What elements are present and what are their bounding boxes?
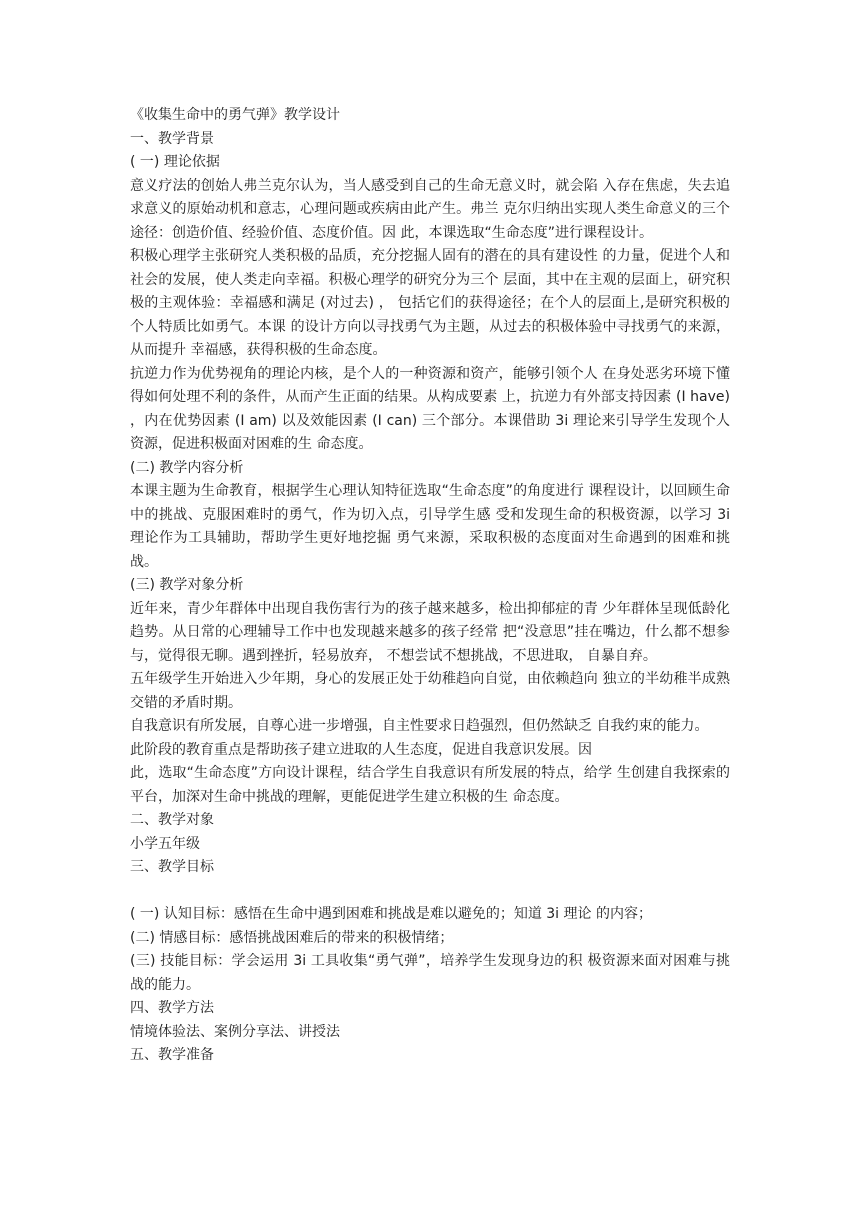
paragraph-audience-2: 五年级学生开始进入少年期，身心的发展正处于幼稚趋向自觉，由依赖趋向 独立的半幼稚半成熟交错的矛盾时期。 bbox=[130, 671, 730, 711]
paragraph-resilience: 抗逆力作为优势视角的理论内核，是个人的一种资源和资产，能够引领个人 在身处恶劣环境下懂得如何处理不利的条件，从而产生正面的结果。从构成要素 上，抗逆力有外部支持因素 (I have) ，内在优势因素 (I am) 以及效能因素 (I can) 三个部分。本课借助 3i 理论来引导学生发现个人资源，促进积极面对困难的生 命态度。 bbox=[130, 365, 730, 452]
paragraph-content-analysis: 本课主题为生命教育，根据学生心理认知特征选取“生命态度”的角度进行 课程设计，以回顾生命中的挑战、克服困难时的勇气，作为切入点，引导学生感 受和发现生命的积极资源，以学习 3i 理论作为工具辅助，帮助学生更好地挖掘 勇气来源，采取积极的态度面对生命遇到的困难和挑战。 bbox=[130, 483, 730, 570]
section-heading-background: 一、教学背景 bbox=[130, 130, 214, 147]
blank-line bbox=[130, 880, 730, 904]
paragraph-audience-1: 近年来，青少年群体中出现自我伤害行为的孩子越来越多，检出抑郁症的青 少年群体呈现低龄化趋势。从日常的心理辅导工作中也发现越来越多的孩子经常 把“没意思”挂在嘴边，什么都不想参与，觉得很无聊。遇到挫折，轻易放弃， 不想尝试不想挑战，不思进取， 自暴自弃。 bbox=[130, 600, 730, 664]
paragraph-audience-5: 此，选取“生命态度”方向设计课程，结合学生自我意识有所发展的特点，给学 生创建自我探索的平台，加深对生命中挑战的理解，更能促进学生建立积极的生 命态度。 bbox=[130, 765, 730, 805]
paragraph-audience-3: 自我意识有所发展，自尊心进一步增强，自主性要求日趋强烈，但仍然缺乏 自我约束的能力。 bbox=[130, 718, 709, 734]
goal-item-emotional: (二) 情感目标：感悟挑战困难后的带来的积极情绪； bbox=[130, 929, 454, 946]
subsection-heading-content-analysis: (二) 教学内容分析 bbox=[130, 459, 244, 476]
document-title: 《收集生命中的勇气弹》教学设计 bbox=[130, 107, 340, 123]
paragraph-audience-4: 此阶段的教育重点是帮助孩子建立进取的人生态度，促进自我意识发展。因 bbox=[130, 741, 592, 758]
subsection-heading-audience-analysis: (三) 教学对象分析 bbox=[130, 577, 244, 593]
paragraph-logotherapy: 意义疗法的创始人弗兰克尔认为，当人感受到自己的生命无意义时，就会陷 入存在焦虑，失去追求意义的原始动机和意志，心理问题或疾病由此产生。弗兰 克尔归纳出实现人类生命意义的三个途径：创造价值、经验价值、态度价值。因 此，本课选取“生命态度”进行课程设计。 bbox=[130, 177, 730, 241]
goal-item-cognitive: ( 一) 认知目标：感悟在生命中遇到困难和挑战是难以避免的；知道 3i 理论 的内容； bbox=[130, 906, 652, 922]
section-heading-goals: 三、教学目标 bbox=[130, 859, 214, 875]
document-page bbox=[130, 104, 730, 1068]
methods-content: 情境体验法、案例分享法、讲授法 bbox=[130, 1023, 340, 1040]
target-content: 小学五年级 bbox=[130, 835, 200, 852]
section-heading-methods: 四、教学方法 bbox=[130, 1000, 214, 1016]
subsection-heading-theory: ( 一) 理论依据 bbox=[130, 154, 220, 170]
paragraph-positive-psychology: 积极心理学主张研究人类积极的品质，充分挖掘人固有的潜在的具有建设性 的力量，促进个人和社会的发展，使人类走向幸福。积极心理学的研究分为三个 层面，其中在主观的层面上，研究积极的主观体验：幸福感和满足 (对过去) ， 包括它们的获得途径；在个人的层面上,是研究积极的个人特质比如勇气。本课 的设计方向以寻找勇气为主题，从过去的积极体验中寻找勇气的来源，从而提升 幸福感，获得积极的生命态度。 bbox=[130, 248, 730, 358]
goal-item-skill: (三) 技能目标：学会运用 3i 工具收集“勇气弹”，培养学生发现身边的积 极资源来面对困难与挑战的能力。 bbox=[130, 953, 730, 993]
section-heading-preparation: 五、教学准备 bbox=[130, 1047, 214, 1063]
section-heading-target: 二、教学对象 bbox=[130, 812, 214, 828]
